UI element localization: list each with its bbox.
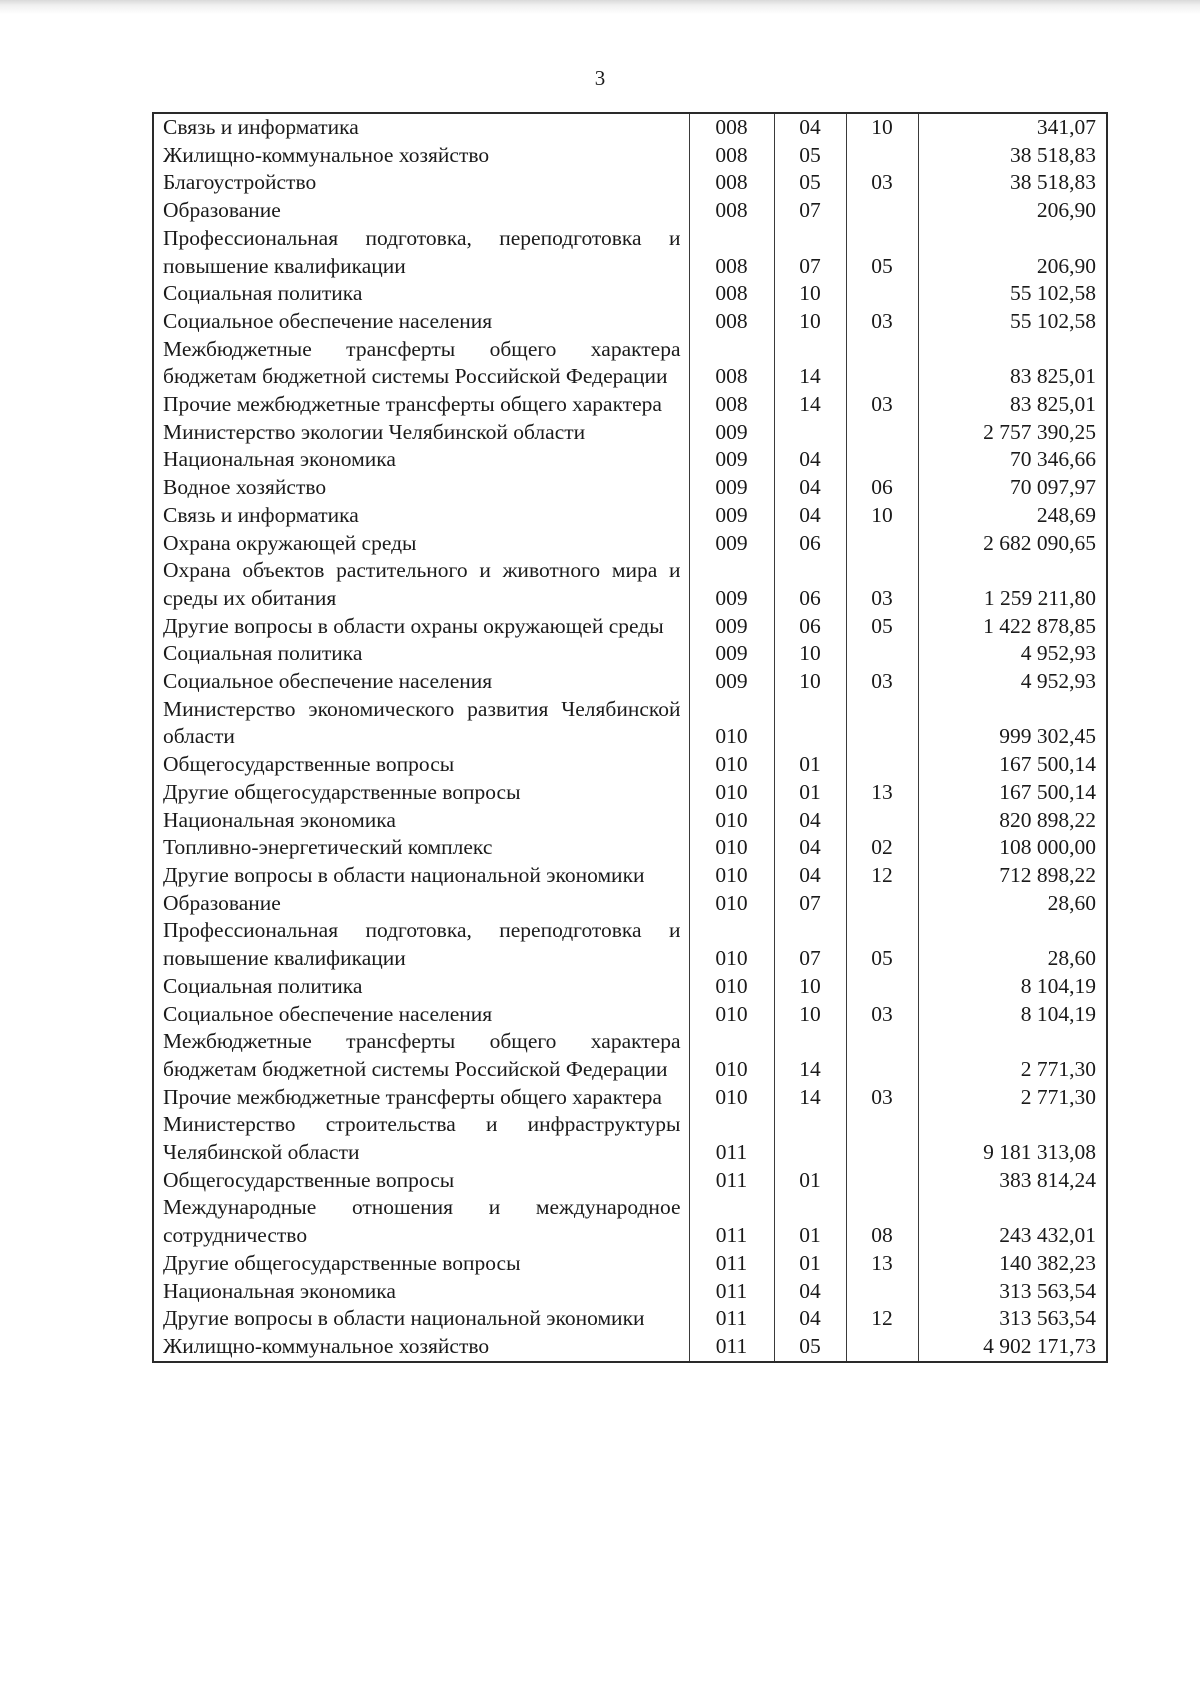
row-name-cell: Общегосударственные вопросы	[153, 751, 689, 779]
row-name-cell: Связь и информатика	[153, 113, 689, 142]
row-subsection-code-cell: 13	[846, 1250, 918, 1278]
row-name-cell: Топливно-энергетический комплекс	[153, 834, 689, 862]
row-name-cell: Другие вопросы в области охраны окружающей среды	[153, 613, 689, 641]
row-name-cell: Министерство экологии Челябинской области	[153, 419, 689, 447]
table-row	[153, 474, 1107, 502]
row-ministry-code-cell: 010	[689, 862, 774, 890]
row-section-code-cell: 05	[774, 1333, 846, 1362]
row-subsection-code-cell	[846, 973, 918, 1001]
row-name-cell: Национальная экономика	[153, 807, 689, 835]
row-subsection-code-cell	[846, 696, 918, 751]
row-amount-cell: 140 382,23	[918, 1250, 1107, 1278]
row-name-cell: Охрана окружающей среды	[153, 530, 689, 558]
row-ministry-code-cell: 010	[689, 751, 774, 779]
row-section-code-cell: 01	[774, 779, 846, 807]
row-amount-cell: 999 302,45	[918, 696, 1107, 751]
row-ministry-code-cell: 011	[689, 1333, 774, 1362]
row-ministry-code-cell: 010	[689, 834, 774, 862]
row-amount-cell: 38 518,83	[918, 169, 1107, 197]
row-section-code-cell: 07	[774, 890, 846, 918]
row-subsection-code-cell	[846, 280, 918, 308]
table-row	[153, 640, 1107, 668]
row-subsection-code-cell: 03	[846, 668, 918, 696]
table-row	[153, 1001, 1107, 1029]
row-amount-cell: 206,90	[918, 225, 1107, 280]
row-ministry-code-cell: 011	[689, 1111, 774, 1166]
row-ministry-code-cell: 010	[689, 1001, 774, 1029]
row-ministry-code-cell: 010	[689, 1084, 774, 1112]
row-ministry-code-cell: 009	[689, 446, 774, 474]
table-row	[153, 1194, 1107, 1249]
table-row	[153, 336, 1107, 391]
table-row	[153, 530, 1107, 558]
table-row	[153, 1333, 1107, 1362]
row-amount-cell: 28,60	[918, 890, 1107, 918]
row-section-code-cell: 14	[774, 336, 846, 391]
table-row	[153, 751, 1107, 779]
row-name-cell: Национальная экономика	[153, 446, 689, 474]
row-name-cell: Национальная экономика	[153, 1278, 689, 1306]
row-subsection-code-cell	[846, 890, 918, 918]
table-row	[153, 391, 1107, 419]
row-amount-cell: 167 500,14	[918, 751, 1107, 779]
row-subsection-code-cell: 05	[846, 225, 918, 280]
row-amount-cell: 1 259 211,80	[918, 557, 1107, 612]
table-row	[153, 890, 1107, 918]
row-name-cell: Межбюджетные трансферты общего характера бюджетам бюджетной системы Российской Федерации	[153, 1028, 689, 1083]
row-amount-cell: 4 952,93	[918, 640, 1107, 668]
table-row	[153, 779, 1107, 807]
row-section-code-cell: 06	[774, 530, 846, 558]
row-name-cell: Жилищно-коммунальное хозяйство	[153, 142, 689, 170]
row-subsection-code-cell	[846, 1278, 918, 1306]
row-subsection-code-cell: 03	[846, 308, 918, 336]
row-amount-cell: 313 563,54	[918, 1278, 1107, 1306]
table-row	[153, 280, 1107, 308]
row-ministry-code-cell: 010	[689, 890, 774, 918]
row-name-cell: Прочие межбюджетные трансферты общего характера	[153, 391, 689, 419]
row-section-code-cell: 06	[774, 613, 846, 641]
row-subsection-code-cell: 02	[846, 834, 918, 862]
table-row	[153, 419, 1107, 447]
page-number: 3	[594, 66, 606, 90]
row-section-code-cell: 14	[774, 1084, 846, 1112]
table-row	[153, 113, 1107, 142]
row-name-cell: Благоустройство	[153, 169, 689, 197]
row-subsection-code-cell: 05	[846, 613, 918, 641]
row-name-cell: Охрана объектов растительного и животного мира и среды их обитания	[153, 557, 689, 612]
row-section-code-cell	[774, 1111, 846, 1166]
row-amount-cell: 248,69	[918, 502, 1107, 530]
row-ministry-code-cell: 008	[689, 197, 774, 225]
row-ministry-code-cell: 010	[689, 779, 774, 807]
row-amount-cell: 820 898,22	[918, 807, 1107, 835]
row-amount-cell: 70 097,97	[918, 474, 1107, 502]
row-ministry-code-cell: 008	[689, 308, 774, 336]
row-amount-cell: 243 432,01	[918, 1194, 1107, 1249]
table-row	[153, 1167, 1107, 1195]
row-section-code-cell: 04	[774, 1278, 846, 1306]
row-subsection-code-cell	[846, 640, 918, 668]
row-section-code-cell: 04	[774, 807, 846, 835]
table-row	[153, 834, 1107, 862]
row-ministry-code-cell: 010	[689, 1028, 774, 1083]
row-ministry-code-cell: 009	[689, 640, 774, 668]
row-section-code-cell: 10	[774, 973, 846, 1001]
row-subsection-code-cell: 10	[846, 113, 918, 142]
row-subsection-code-cell: 06	[846, 474, 918, 502]
budget-table-body	[153, 113, 1107, 1362]
row-section-code-cell: 14	[774, 1028, 846, 1083]
row-ministry-code-cell: 008	[689, 113, 774, 142]
row-amount-cell: 2 757 390,25	[918, 419, 1107, 447]
row-name-cell: Профессиональная подготовка, переподготовка и повышение квалификации	[153, 225, 689, 280]
row-section-code-cell: 07	[774, 917, 846, 972]
row-section-code-cell	[774, 696, 846, 751]
row-ministry-code-cell: 010	[689, 696, 774, 751]
row-section-code-cell: 04	[774, 502, 846, 530]
table-row	[153, 197, 1107, 225]
row-name-cell: Общегосударственные вопросы	[153, 1167, 689, 1195]
row-section-code-cell: 05	[774, 169, 846, 197]
row-amount-cell: 4 952,93	[918, 668, 1107, 696]
row-section-code-cell: 04	[774, 834, 846, 862]
row-subsection-code-cell	[846, 336, 918, 391]
table-row	[153, 862, 1107, 890]
row-amount-cell: 2 771,30	[918, 1028, 1107, 1083]
table-row	[153, 917, 1107, 972]
row-section-code-cell: 05	[774, 142, 846, 170]
row-amount-cell: 83 825,01	[918, 391, 1107, 419]
row-ministry-code-cell: 010	[689, 973, 774, 1001]
table-row	[153, 557, 1107, 612]
row-ministry-code-cell: 009	[689, 419, 774, 447]
row-section-code-cell: 07	[774, 197, 846, 225]
row-name-cell: Социальная политика	[153, 640, 689, 668]
row-subsection-code-cell	[846, 1111, 918, 1166]
row-section-code-cell: 10	[774, 1001, 846, 1029]
row-name-cell: Профессиональная подготовка, переподготовка и повышение квалификации	[153, 917, 689, 972]
row-amount-cell: 9 181 313,08	[918, 1111, 1107, 1166]
row-subsection-code-cell	[846, 446, 918, 474]
row-amount-cell: 2 771,30	[918, 1084, 1107, 1112]
row-ministry-code-cell: 010	[689, 917, 774, 972]
table-row	[153, 308, 1107, 336]
row-name-cell: Международные отношения и международное сотрудничество	[153, 1194, 689, 1249]
table-row	[153, 1278, 1107, 1306]
table-row	[153, 1111, 1107, 1166]
row-amount-cell: 1 422 878,85	[918, 613, 1107, 641]
row-name-cell: Межбюджетные трансферты общего характера бюджетам бюджетной системы Российской Федерации	[153, 336, 689, 391]
row-amount-cell: 55 102,58	[918, 308, 1107, 336]
table-row	[153, 1028, 1107, 1083]
row-name-cell: Министерство экономического развития Челябинской области	[153, 696, 689, 751]
row-name-cell: Другие вопросы в области национальной экономики	[153, 1305, 689, 1333]
table-row	[153, 446, 1107, 474]
row-name-cell: Жилищно-коммунальное хозяйство	[153, 1333, 689, 1362]
row-amount-cell: 8 104,19	[918, 973, 1107, 1001]
row-section-code-cell: 07	[774, 225, 846, 280]
row-section-code-cell: 01	[774, 1167, 846, 1195]
row-subsection-code-cell	[846, 197, 918, 225]
row-amount-cell: 8 104,19	[918, 1001, 1107, 1029]
row-ministry-code-cell: 009	[689, 557, 774, 612]
row-section-code-cell: 01	[774, 1250, 846, 1278]
row-subsection-code-cell	[846, 419, 918, 447]
row-amount-cell: 383 814,24	[918, 1167, 1107, 1195]
row-ministry-code-cell: 008	[689, 142, 774, 170]
row-ministry-code-cell: 009	[689, 530, 774, 558]
row-subsection-code-cell	[846, 1167, 918, 1195]
row-ministry-code-cell: 009	[689, 502, 774, 530]
row-name-cell: Другие общегосударственные вопросы	[153, 1250, 689, 1278]
row-name-cell: Образование	[153, 890, 689, 918]
row-section-code-cell: 01	[774, 1194, 846, 1249]
row-section-code-cell: 10	[774, 280, 846, 308]
row-subsection-code-cell	[846, 807, 918, 835]
row-amount-cell: 108 000,00	[918, 834, 1107, 862]
table-row	[153, 973, 1107, 1001]
row-name-cell: Социальное обеспечение населения	[153, 308, 689, 336]
row-amount-cell: 167 500,14	[918, 779, 1107, 807]
row-section-code-cell: 14	[774, 391, 846, 419]
row-section-code-cell: 04	[774, 113, 846, 142]
row-name-cell: Связь и информатика	[153, 502, 689, 530]
row-ministry-code-cell: 009	[689, 613, 774, 641]
row-section-code-cell: 04	[774, 446, 846, 474]
row-name-cell: Другие вопросы в области национальной экономики	[153, 862, 689, 890]
row-name-cell: Социальная политика	[153, 973, 689, 1001]
row-amount-cell: 341,07	[918, 113, 1107, 142]
row-name-cell: Министерство строительства и инфраструктуры Челябинской области	[153, 1111, 689, 1166]
row-name-cell: Социальное обеспечение населения	[153, 668, 689, 696]
row-amount-cell: 55 102,58	[918, 280, 1107, 308]
row-ministry-code-cell: 011	[689, 1167, 774, 1195]
row-amount-cell: 313 563,54	[918, 1305, 1107, 1333]
row-subsection-code-cell	[846, 1028, 918, 1083]
row-section-code-cell: 10	[774, 668, 846, 696]
row-section-code-cell: 01	[774, 751, 846, 779]
row-section-code-cell: 04	[774, 1305, 846, 1333]
row-name-cell: Образование	[153, 197, 689, 225]
row-name-cell: Другие общегосударственные вопросы	[153, 779, 689, 807]
row-subsection-code-cell: 12	[846, 862, 918, 890]
row-section-code-cell: 06	[774, 557, 846, 612]
row-ministry-code-cell: 011	[689, 1305, 774, 1333]
table-row	[153, 225, 1107, 280]
scan-edge-shadow	[0, 0, 1200, 14]
row-amount-cell: 2 682 090,65	[918, 530, 1107, 558]
row-section-code-cell: 10	[774, 308, 846, 336]
row-ministry-code-cell: 010	[689, 807, 774, 835]
table-row	[153, 1250, 1107, 1278]
row-subsection-code-cell	[846, 530, 918, 558]
row-ministry-code-cell: 008	[689, 336, 774, 391]
row-amount-cell: 38 518,83	[918, 142, 1107, 170]
row-amount-cell: 83 825,01	[918, 336, 1107, 391]
row-amount-cell: 206,90	[918, 197, 1107, 225]
row-subsection-code-cell	[846, 142, 918, 170]
table-row	[153, 696, 1107, 751]
row-ministry-code-cell: 009	[689, 668, 774, 696]
row-section-code-cell: 04	[774, 862, 846, 890]
row-ministry-code-cell: 008	[689, 280, 774, 308]
row-subsection-code-cell: 13	[846, 779, 918, 807]
table-row	[153, 1084, 1107, 1112]
table-row	[153, 807, 1107, 835]
row-subsection-code-cell: 03	[846, 169, 918, 197]
budget-table-container	[152, 112, 1106, 1363]
row-amount-cell: 70 346,66	[918, 446, 1107, 474]
table-row	[153, 142, 1107, 170]
row-name-cell: Водное хозяйство	[153, 474, 689, 502]
row-subsection-code-cell: 03	[846, 1001, 918, 1029]
row-subsection-code-cell	[846, 1333, 918, 1362]
row-name-cell: Социальная политика	[153, 280, 689, 308]
row-amount-cell: 4 902 171,73	[918, 1333, 1107, 1362]
row-ministry-code-cell: 011	[689, 1250, 774, 1278]
row-section-code-cell	[774, 419, 846, 447]
row-ministry-code-cell: 009	[689, 474, 774, 502]
table-row	[153, 668, 1107, 696]
row-ministry-code-cell: 011	[689, 1278, 774, 1306]
row-section-code-cell: 04	[774, 474, 846, 502]
table-row	[153, 613, 1107, 641]
row-ministry-code-cell: 011	[689, 1194, 774, 1249]
table-row	[153, 502, 1107, 530]
row-subsection-code-cell: 10	[846, 502, 918, 530]
row-subsection-code-cell: 03	[846, 1084, 918, 1112]
row-subsection-code-cell: 05	[846, 917, 918, 972]
row-subsection-code-cell	[846, 751, 918, 779]
row-name-cell: Социальное обеспечение населения	[153, 1001, 689, 1029]
row-subsection-code-cell: 03	[846, 557, 918, 612]
row-subsection-code-cell: 12	[846, 1305, 918, 1333]
row-subsection-code-cell: 03	[846, 391, 918, 419]
row-ministry-code-cell: 008	[689, 225, 774, 280]
row-subsection-code-cell: 08	[846, 1194, 918, 1249]
budget-table	[152, 112, 1108, 1363]
row-section-code-cell: 10	[774, 640, 846, 668]
row-ministry-code-cell: 008	[689, 169, 774, 197]
table-row	[153, 1305, 1107, 1333]
row-ministry-code-cell: 008	[689, 391, 774, 419]
row-amount-cell: 28,60	[918, 917, 1107, 972]
row-amount-cell: 712 898,22	[918, 862, 1107, 890]
row-name-cell: Прочие межбюджетные трансферты общего характера	[153, 1084, 689, 1112]
table-row	[153, 169, 1107, 197]
